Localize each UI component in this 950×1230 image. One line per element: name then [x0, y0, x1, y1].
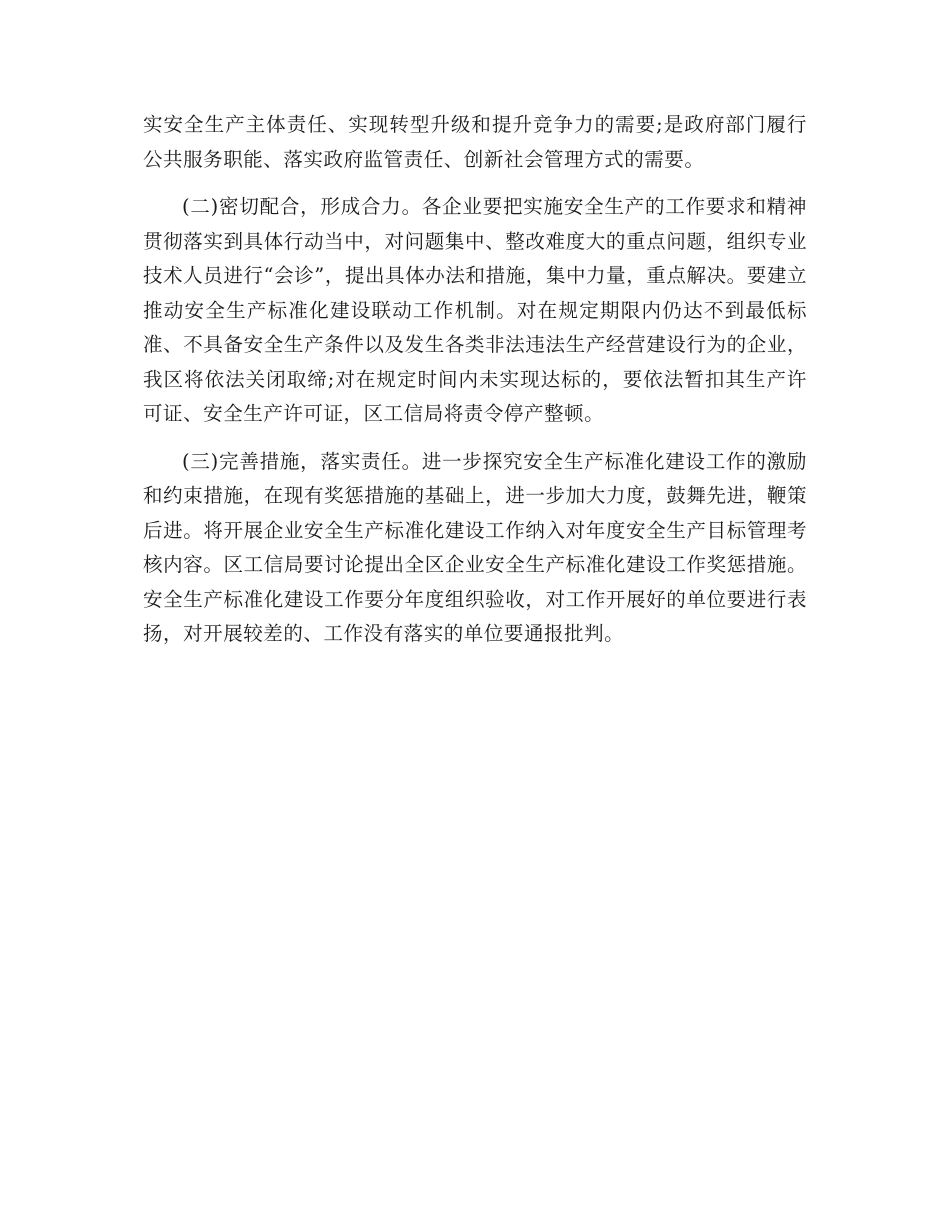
paragraph-section-2: (二)密切配合，形成合力。各企业要把实施安全生产的工作要求和精神贯彻落实到具体行动当中，对问题集中、整改难度大的重点问题，组织专业技术人员进行“会诊”，提出具体办法和措施，集中力量，重点解决。要建立推动安全生产标准化建设联动工作机制。对在规定期限内仍达不到最低标准、不具备安全生产条件以及发生各类非法违法生产经营建设行为的企业，我区将依法关闭取缔;对在规定时间内未实现达标的，要依法暂扣其生产许可证、安全生产许可证，区工信局将责令停产整顿。 [143, 195, 807, 425]
document-page [143, 108, 807, 652]
paragraph-gap [143, 432, 807, 445]
paragraph-continuation: 实安全生产主体责任、实现转型升级和提升竞争力的需要;是政府部门履行公共服务职能、落实政府监管责任、创新社会管理方式的需要。 [143, 113, 807, 171]
paragraph-section-3: (三)完善措施，落实责任。进一步探究安全生产标准化建设工作的激励和约束措施，在现有奖惩措施的基础上，进一步加大力度，鼓舞先进，鞭策后进。将开展企业安全生产标准化建设工作纳入对年度安全生产目标管理考核内容。区工信局要讨论提出全区企业安全生产标准化建设工作奖惩措施。安全生产标准化建设工作要分年度组织验收，对工作开展好的单位要进行表扬，对开展较差的、工作没有落实的单位要通报批判。 [143, 449, 807, 645]
paragraph-gap [143, 177, 807, 190]
